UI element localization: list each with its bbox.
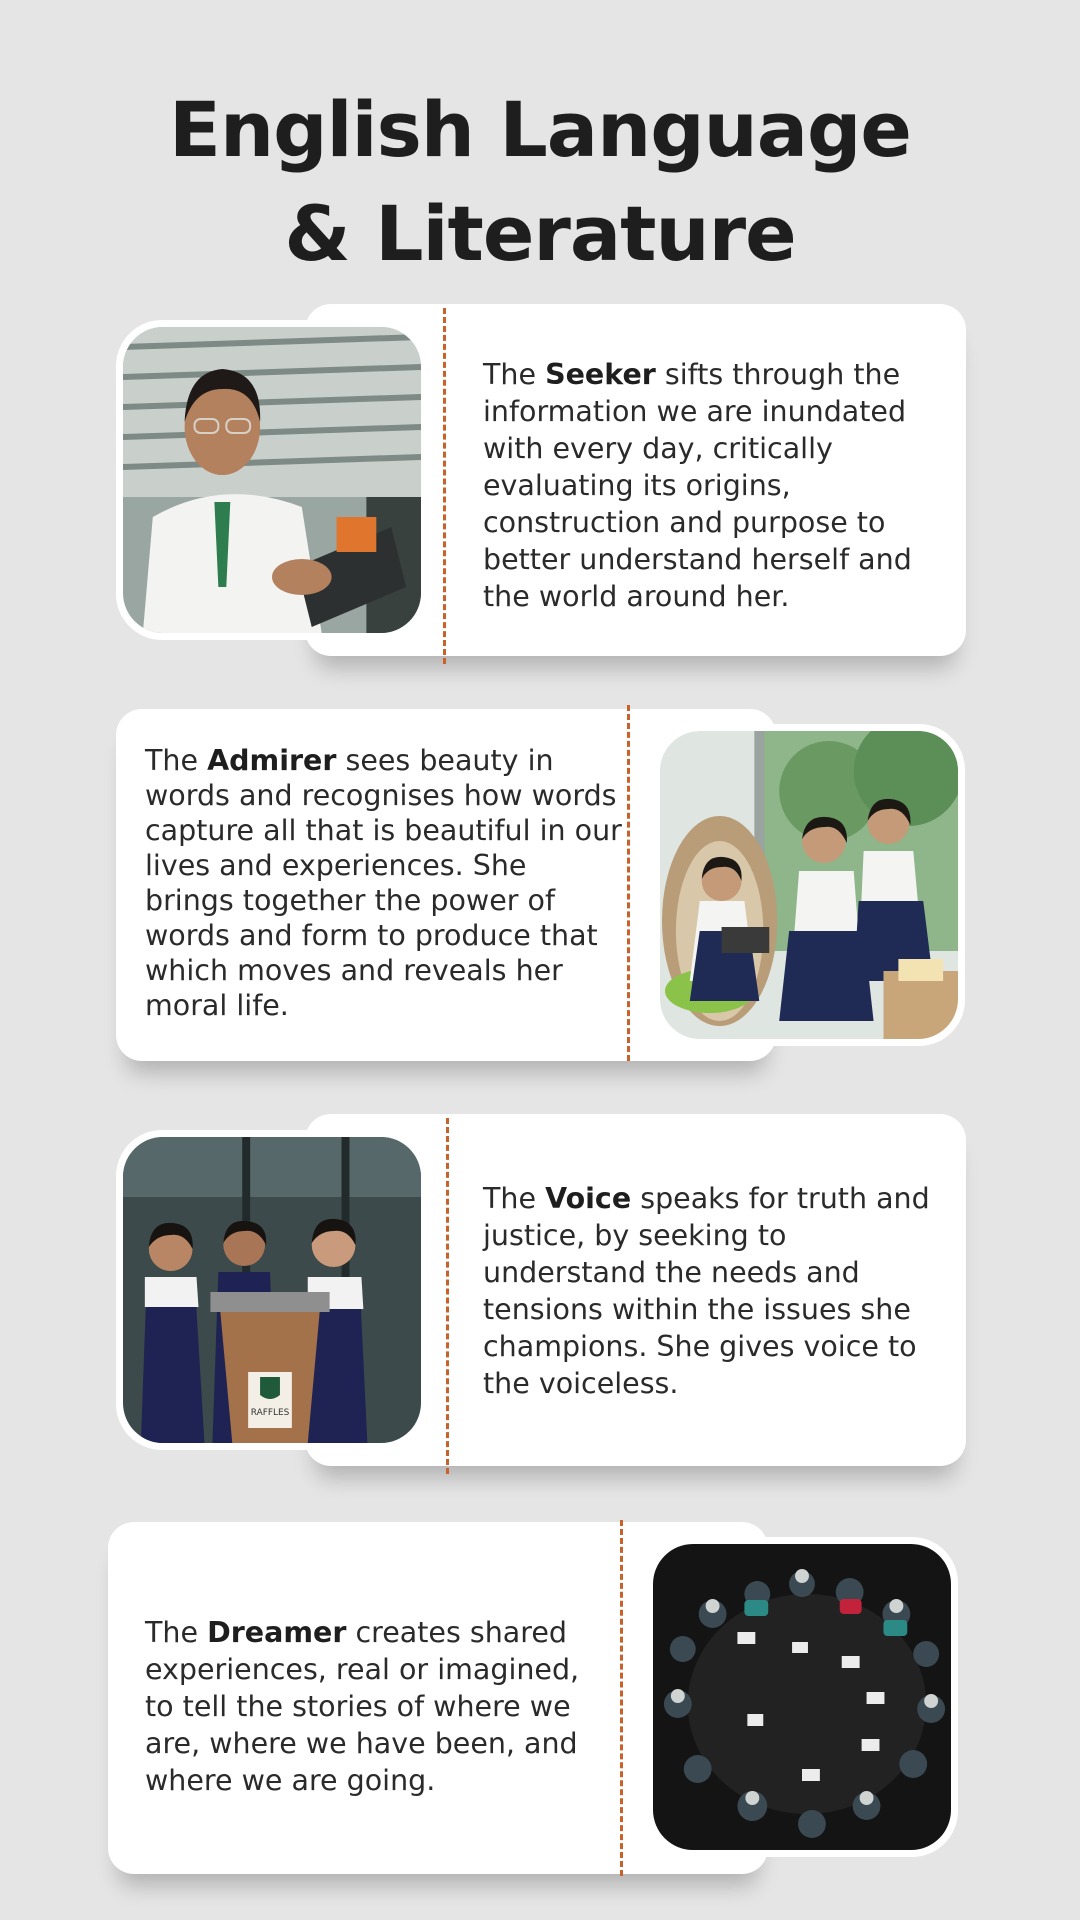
seeker-description: The Seeker sifts through the information we are inundated with every day, critically evaluating its origins, construction and purpose to better understand herself and the world around her.	[483, 358, 912, 613]
seeker-photo-frame	[116, 320, 428, 640]
dreamer-photo-frame	[646, 1537, 958, 1857]
card-divider	[443, 308, 446, 664]
admirer-description: The Admirer sees beauty in words and recognises how words capture all that is beautiful in our lives and experiences. She brings together the power of words and form to produce that which moves and reveals her moral life.	[145, 744, 622, 1022]
dreamer-name: Dreamer	[207, 1616, 347, 1649]
seeker-name: Seeker	[545, 358, 656, 391]
voice-name: Voice	[545, 1182, 632, 1215]
page-title-line-2: & Literature	[284, 189, 796, 278]
students-at-podium-photo	[123, 1137, 421, 1443]
voice-photo-frame	[116, 1130, 428, 1450]
page-title-line-1: English Language	[169, 85, 911, 174]
voice-description: The Voice speaks for truth and justice, by seeking to understand the needs and tensions within the issues she champions. She gives voice to the voiceless.	[483, 1182, 930, 1400]
admirer-name: Admirer	[207, 744, 337, 777]
drama-circle-photo	[653, 1544, 951, 1850]
students-reading-by-window-photo	[660, 731, 958, 1039]
dreamer-description: The Dreamer creates shared experiences, real or imagined, to tell the stories of where we are, where we have been, and where we are going.	[145, 1616, 580, 1797]
admirer-photo-frame	[653, 724, 965, 1046]
podium-sign: RAFFLES	[250, 1407, 290, 1419]
page-title	[0, 78, 1080, 286]
card-divider	[620, 1520, 623, 1876]
card-divider	[627, 705, 630, 1061]
card-divider	[446, 1118, 449, 1474]
student-with-tablet-photo	[123, 327, 421, 633]
